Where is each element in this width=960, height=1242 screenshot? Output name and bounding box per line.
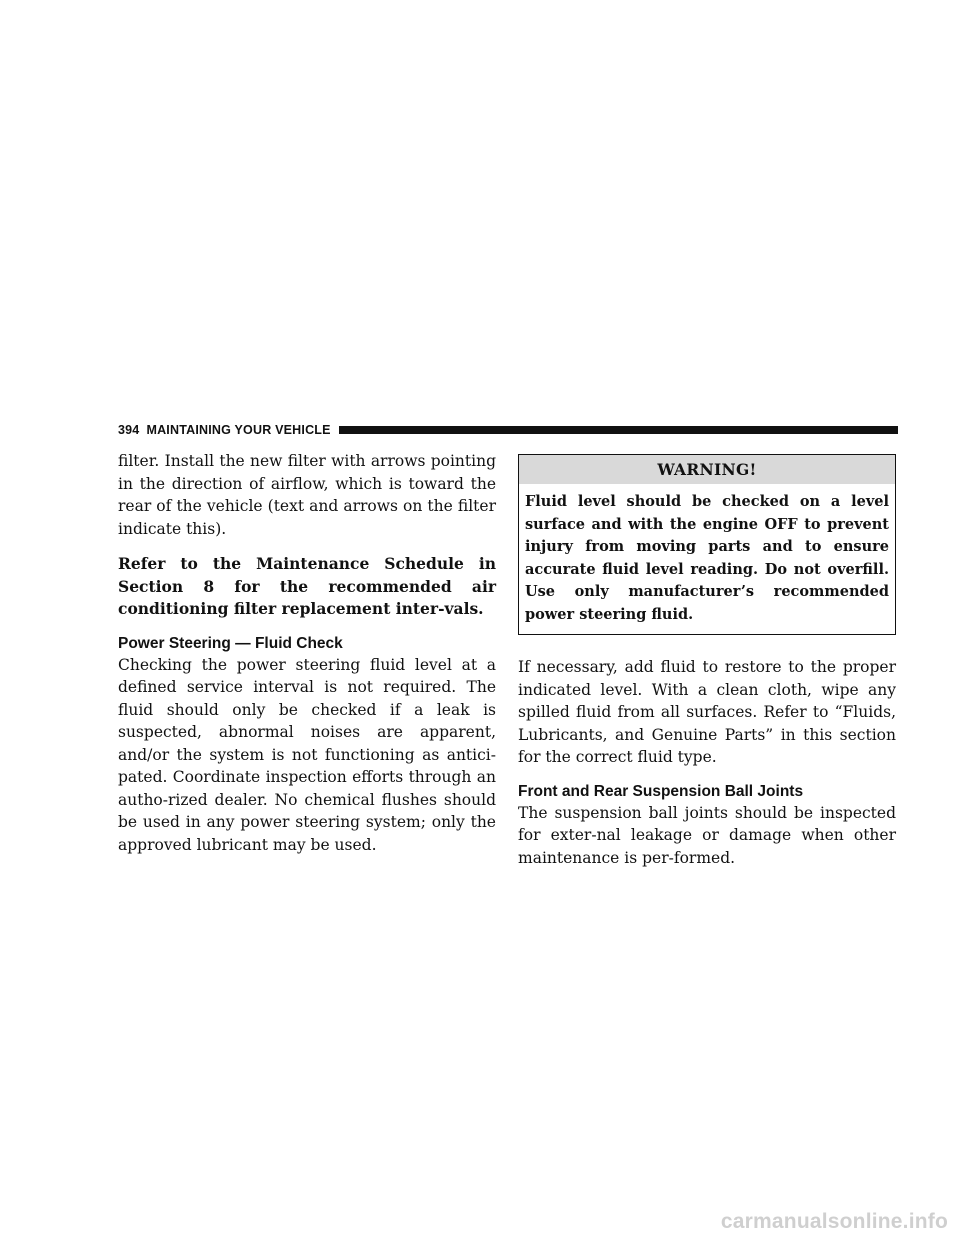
left-column xyxy=(118,450,496,856)
header-rule xyxy=(339,426,898,434)
add-fluid-paragraph: If necessary, add fluid to restore to the proper indicated level. With a clean cloth, wipe any spilled fluid from all surfaces. Refer to “Fluids, Lubricants, and Genuine Parts” in this section for the correct fluid type. xyxy=(518,658,896,766)
page-header xyxy=(118,420,898,440)
watermark: carmanualsonline.info xyxy=(720,1210,948,1233)
warning-text: Fluid level should be checked on a level surface and with the engine OFF to prevent injury from moving parts and to ensure accurate fluid level reading. Do not overfill. Use only manufacturer’s recommended power steering fluid. xyxy=(525,493,889,623)
page-number: 394 xyxy=(118,423,140,437)
right-column xyxy=(518,450,896,869)
maintenance-schedule-note: Refer to the Maintenance Schedule in Section 8 for the recommended air conditioning filter replacement inter-vals. xyxy=(118,554,496,618)
power-steering-heading: Power Steering — Fluid Check xyxy=(118,634,343,652)
ball-joints-paragraph: The suspension ball joints should be inspected for exter-nal leakage or damage when other maintenance is per-formed. xyxy=(518,803,896,867)
ball-joints-heading: Front and Rear Suspension Ball Joints xyxy=(518,782,804,800)
section-title: MAINTAINING YOUR VEHICLE xyxy=(146,423,331,437)
warning-box xyxy=(518,454,896,635)
power-steering-paragraph: Checking the power steering fluid level at a defined service interval is not required. The fluid should only be checked if a leak is suspected, abnormal noises are apparent, and/or the system is not functioning as antici-pated. Coordinate inspection efforts through an autho-rized dealer. No chemical flushes should be used in any power steering system; only the approved lubricant may be used. xyxy=(118,655,496,854)
filter-install-paragraph: filter. Install the new filter with arrows pointing in the direction of airflow, which is toward the rear of the vehicle (text and arrows on the filter indicate this). xyxy=(118,452,496,538)
warning-title: WARNING! xyxy=(519,455,895,484)
